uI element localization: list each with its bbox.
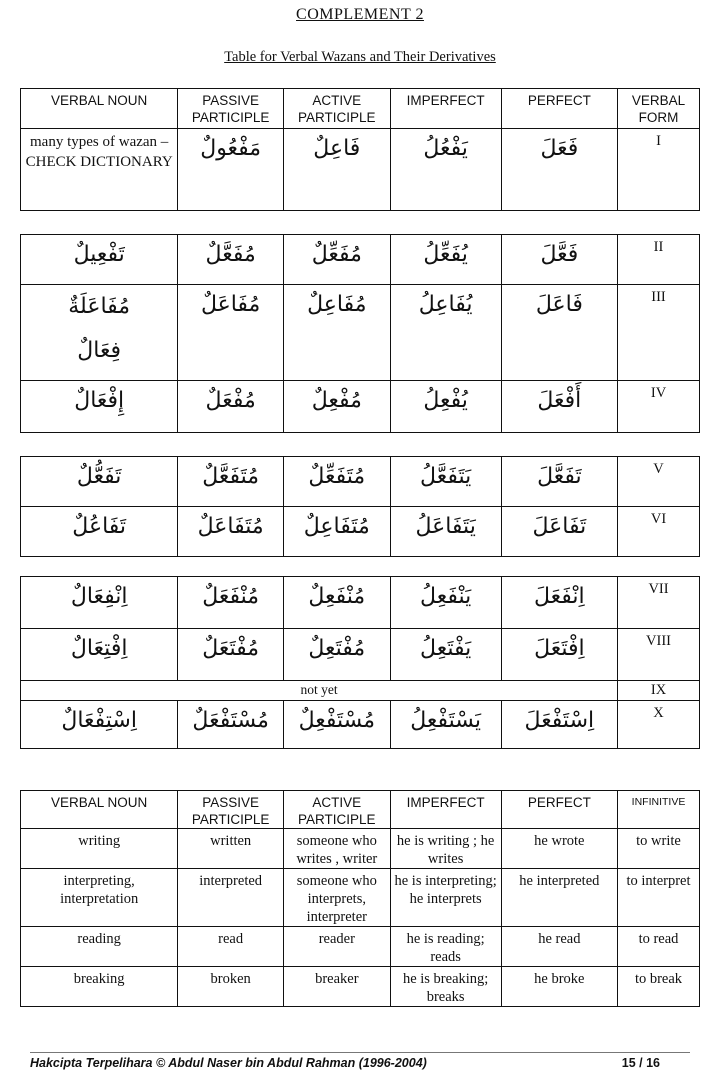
header-perfect: PERFECT (501, 89, 617, 129)
active-cell: مُفَعِّلٌ (283, 235, 390, 285)
perfect-cell: he broke (501, 967, 617, 1007)
english-examples-table (20, 790, 700, 1007)
verbal-noun-cell: breaking (21, 967, 178, 1007)
active-cell: مُفَاعِلٌ (283, 285, 390, 381)
header-verbal-noun: VERBAL NOUN (21, 89, 178, 129)
verbal-noun-alternate: فِعَالٌ (77, 338, 122, 363)
infinitive-cell: to interpret (618, 869, 700, 927)
table-row (21, 681, 700, 701)
header-perfect: PERFECT (501, 791, 617, 829)
passive-cell: مُتَفَاعَلٌ (178, 507, 284, 557)
verbal-noun-primary: مُفَاعَلَةٌ (68, 294, 131, 319)
forms-ii-iv-table (20, 234, 700, 433)
verbal-noun-cell (21, 285, 178, 381)
header-imperfect: IMPERFECT (390, 791, 501, 829)
form-label: VI (618, 507, 700, 557)
infinitive-cell: to read (618, 927, 700, 967)
perfect-cell: he read (501, 927, 617, 967)
passive-cell: مُفْتَعَلٌ (178, 629, 284, 681)
table-row (21, 927, 700, 967)
table-row (21, 507, 700, 557)
header-active-participle: ACTIVE PARTICIPLE (283, 89, 390, 129)
table-row (21, 457, 700, 507)
header-verbal-noun: VERBAL NOUN (21, 791, 178, 829)
perfect-cell: he wrote (501, 829, 617, 869)
active-cell: مُتَفَعِّلٌ (283, 457, 390, 507)
perfect-cell: اِسْتَفْعَلَ (501, 701, 617, 749)
verbal-noun-cell: إِفْعَالٌ (21, 381, 178, 433)
verbal-noun-cell: interpreting, interpretation (21, 869, 178, 927)
infinitive-cell: to write (618, 829, 700, 869)
imperfect-cell: يَتَفَعَّلُ (390, 457, 501, 507)
form-label: IX (618, 681, 700, 701)
form-label: X (618, 701, 700, 749)
form-i-perfect: فَعَلَ (501, 129, 617, 211)
form-label: VIII (618, 629, 700, 681)
active-cell: مُفْتَعِلٌ (283, 629, 390, 681)
table-row (21, 701, 700, 749)
not-yet-cell: not yet (21, 681, 618, 701)
perfect-cell: فَاعَلَ (501, 285, 617, 381)
imperfect-cell: يَفْتَعِلُ (390, 629, 501, 681)
header-passive-participle: PASSIVE PARTICIPLE (178, 89, 284, 129)
perfect-cell: فَعَّلَ (501, 235, 617, 285)
footer-copyright: Hakcipta Terpelihara © Abdul Naser bin Abdul Rahman (1996-2004) (30, 1056, 427, 1070)
passive-cell: interpreted (178, 869, 284, 927)
verbal-noun-cell: writing (21, 829, 178, 869)
passive-cell: مُسْتَفْعَلٌ (178, 701, 284, 749)
form-label: VII (618, 577, 700, 629)
active-cell: مُفْعِلٌ (283, 381, 390, 433)
verbal-noun-cell: اِفْتِعَالٌ (21, 629, 178, 681)
passive-cell: مُفَعَّلٌ (178, 235, 284, 285)
imperfect-cell: يَسْتَفْعِلُ (390, 701, 501, 749)
imperfect-cell: he is breaking; breaks (390, 967, 501, 1007)
form-i-active: فَاعِلٌ (283, 129, 390, 211)
imperfect-cell: يُفَاعِلُ (390, 285, 501, 381)
active-cell: someone who writes , writer (283, 829, 390, 869)
form-label: V (618, 457, 700, 507)
passive-cell: broken (178, 967, 284, 1007)
active-cell: مُتَفَاعِلٌ (283, 507, 390, 557)
active-cell: someone who interprets, interpreter (283, 869, 390, 927)
passive-cell: مُتَفَعَّلٌ (178, 457, 284, 507)
form-i-verbal-noun: many types of wazan – CHECK DICTIONARY (21, 129, 178, 211)
imperfect-cell: يُفْعِلُ (390, 381, 501, 433)
active-cell: مُنْفَعِلٌ (283, 577, 390, 629)
active-cell: reader (283, 927, 390, 967)
passive-cell: written (178, 829, 284, 869)
imperfect-cell: يَتَفَاعَلُ (390, 507, 501, 557)
page-number: 15 / 16 (621, 1056, 660, 1070)
table-row (21, 967, 700, 1007)
verbal-noun-cell: اِنْفِعَالٌ (21, 577, 178, 629)
perfect-cell: he interpreted (501, 869, 617, 927)
passive-cell: مُفَاعَلٌ (178, 285, 284, 381)
forms-vii-x-table (20, 576, 700, 749)
header-verbal-form: VERBAL FORM (618, 89, 700, 129)
table-row (21, 869, 700, 927)
verbal-noun-cell: reading (21, 927, 178, 967)
footer-divider (30, 1052, 690, 1053)
perfect-cell: اِفْتَعَلَ (501, 629, 617, 681)
form-i-imperfect: يَفْعُلُ (390, 129, 501, 211)
imperfect-cell: يُفَعِّلُ (390, 235, 501, 285)
passive-cell: read (178, 927, 284, 967)
header-imperfect: IMPERFECT (390, 89, 501, 129)
imperfect-cell: he is reading; reads (390, 927, 501, 967)
imperfect-cell: he is interpreting; he interprets (390, 869, 501, 927)
perfect-cell: اِنْفَعَلَ (501, 577, 617, 629)
form-label: III (618, 285, 700, 381)
page-title: COMPLEMENT 2 (296, 6, 424, 23)
footer (30, 1056, 690, 1070)
form-i-table (20, 88, 700, 211)
table-row (21, 381, 700, 433)
infinitive-cell: to break (618, 967, 700, 1007)
passive-cell: مُنْفَعَلٌ (178, 577, 284, 629)
forms-v-vi-table (20, 456, 700, 557)
perfect-cell: تَفَاعَلَ (501, 507, 617, 557)
form-i-label: I (618, 129, 700, 211)
passive-cell: مُفْعَلٌ (178, 381, 284, 433)
imperfect-cell: يَنْفَعِلُ (390, 577, 501, 629)
table-row (21, 829, 700, 869)
header-passive-participle: PASSIVE PARTICIPLE (178, 791, 284, 829)
perfect-cell: أَفْعَلَ (501, 381, 617, 433)
imperfect-cell: he is writing ; he writes (390, 829, 501, 869)
header-infinitive: INFINITIVE (618, 791, 700, 829)
table-row (21, 235, 700, 285)
active-cell: breaker (283, 967, 390, 1007)
form-i-passive: مَفْعُولٌ (178, 129, 284, 211)
form-label: IV (618, 381, 700, 433)
verbal-noun-cell: اِسْتِفْعَالٌ (21, 701, 178, 749)
page-subtitle: Table for Verbal Wazans and Their Derivatives (224, 49, 496, 65)
form-label: II (618, 235, 700, 285)
perfect-cell: تَفَعَّلَ (501, 457, 617, 507)
header-active-participle: ACTIVE PARTICIPLE (283, 791, 390, 829)
verbal-noun-cell: تَفَعُّلٌ (21, 457, 178, 507)
verbal-noun-cell: تَفَاعُلٌ (21, 507, 178, 557)
table-row (21, 629, 700, 681)
verbal-noun-cell: تَفْعِيلٌ (21, 235, 178, 285)
active-cell: مُسْتَفْعِلٌ (283, 701, 390, 749)
table-row (21, 577, 700, 629)
table-row (21, 285, 700, 381)
